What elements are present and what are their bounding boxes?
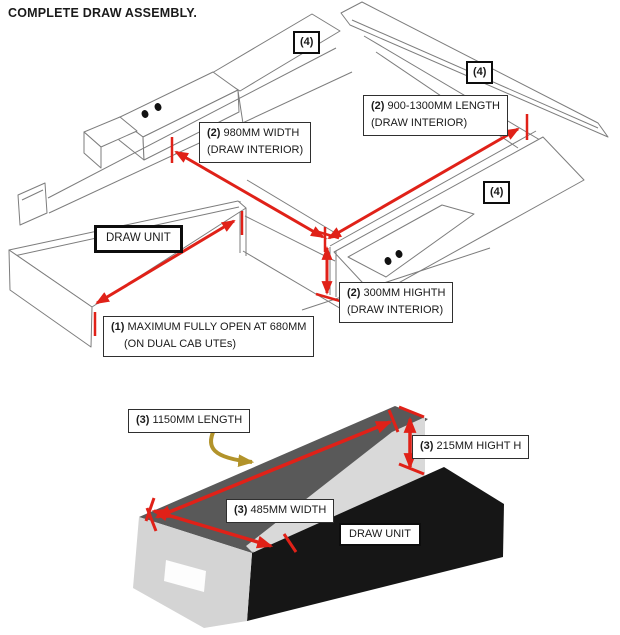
callout-interior-height: (2) 300MM HIGHTH (DRAW INTERIOR) <box>339 282 453 323</box>
label-pointer-arrow <box>211 430 252 462</box>
draw-unit-label-top: DRAW UNIT <box>94 225 183 253</box>
callout-interior-width: (2) 980MM WIDTH (DRAW INTERIOR) <box>199 122 311 163</box>
callout-drawer-width: (3) 485MM WIDTH <box>226 499 334 523</box>
draw-unit-label-bottom: DRAW UNIT <box>339 523 421 546</box>
callout-drawer-height: (3) 215MM HIGHT H <box>412 435 529 459</box>
qty-badge-left-rail: (4) <box>293 31 320 54</box>
callout-max-open: (1) MAXIMUM FULLY OPEN AT 680MM (ON DUAL CAB UTEs) <box>103 316 314 357</box>
qty-badge-back-rail: (4) <box>466 61 493 84</box>
qty-badge-right-rail: (4) <box>483 181 510 204</box>
callout-interior-length: (2) 900-1300MM LENGTH (DRAW INTERIOR) <box>363 95 508 136</box>
callout-drawer-length: (3) 1150MM LENGTH <box>128 409 250 433</box>
page-title: COMPLETE DRAW ASSEMBLY. <box>8 6 198 20</box>
